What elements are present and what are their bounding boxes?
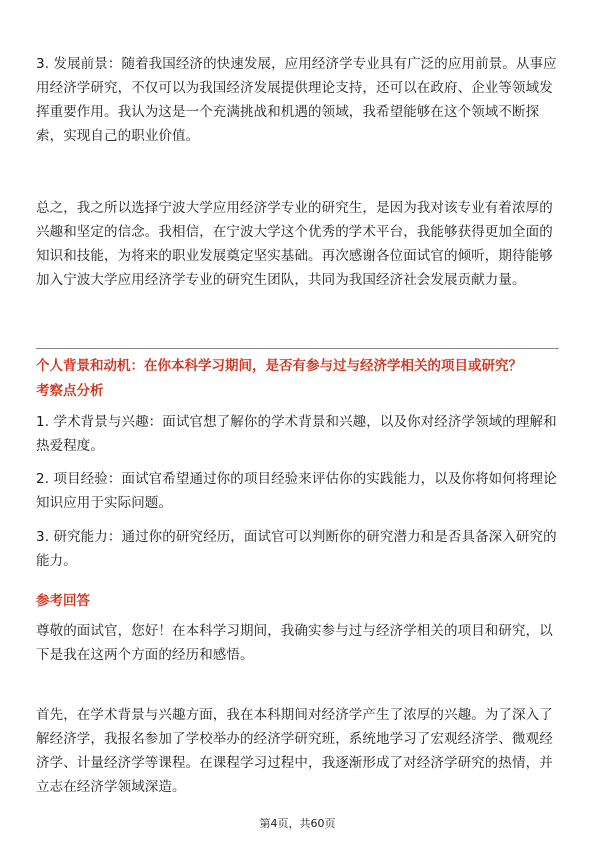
analysis-point-2: 2. 项目经验：面试官希望通过你的项目经验来评估你的实践能力，以及你将如何将理论知识应用于实际问题。 [36,471,557,511]
reference-heading: 参考回答 [36,593,90,609]
analysis-point-1: 1. 学术背景与兴趣：面试官想了解你的学术背景和兴趣，以及你对经济学领域的理解和热爱程度。 [36,414,557,454]
question-title: 个人背景和动机：在你本科学习期间，是否有参与过与经济学相关的项目或研究？ [36,358,522,374]
prospects-paragraph: 3. 发展前景：随着我国经济的快速发展，应用经济学专业具有广泛的应用前景。从事应用经济学研究，不仅可以为我国经济发展提供理论支持，还可以在政府、企业等领域发挥重要作用。我认为这是一个充满挑战和机遇的领域，我希望能够在这个领域不断探索，实现自己的职业价值。 [36,56,557,144]
section-divider [36,348,559,349]
page-number: 第4页，共60页 [259,817,336,830]
analysis-heading: 考察点分析 [36,383,104,399]
reference-paragraph-2: 首先，在学术背景与兴趣方面，我在本科期间对经济学产生了浓厚的兴趣。为了深入了解经济学，我报名参加了学校举办的经济学研究班，系统地学习了宏观经济学、微观经济学、计量经济学等课程。在课程学习过程中，我逐渐形成了对经济学研究的热情，并立志在经济学领域深造。 [36,707,553,795]
conclusion-paragraph: 总之，我之所以选择宁波大学应用经济学专业的研究生，是因为我对该专业有着浓厚的兴趣和坚定的信念。我相信，在宁波大学这个优秀的学术平台，我能够获得更加全面的知识和技能，为将来的职业发展奠定坚实基础。再次感谢各位面试官的倾听，期待能够加入宁波大学应用经济学专业的研究生团队，共同为我国经济社会发展贡献力量。 [36,200,553,288]
reference-paragraph-1: 尊敬的面试官，您好！在本科学习期间，我确实参与过与经济学相关的项目和研究，以下是我在这两个方面的经历和感悟。 [36,623,553,663]
analysis-point-3: 3. 研究能力：通过你的研究经历，面试官可以判断你的研究潜力和是否具备深入研究的能力。 [36,529,557,569]
